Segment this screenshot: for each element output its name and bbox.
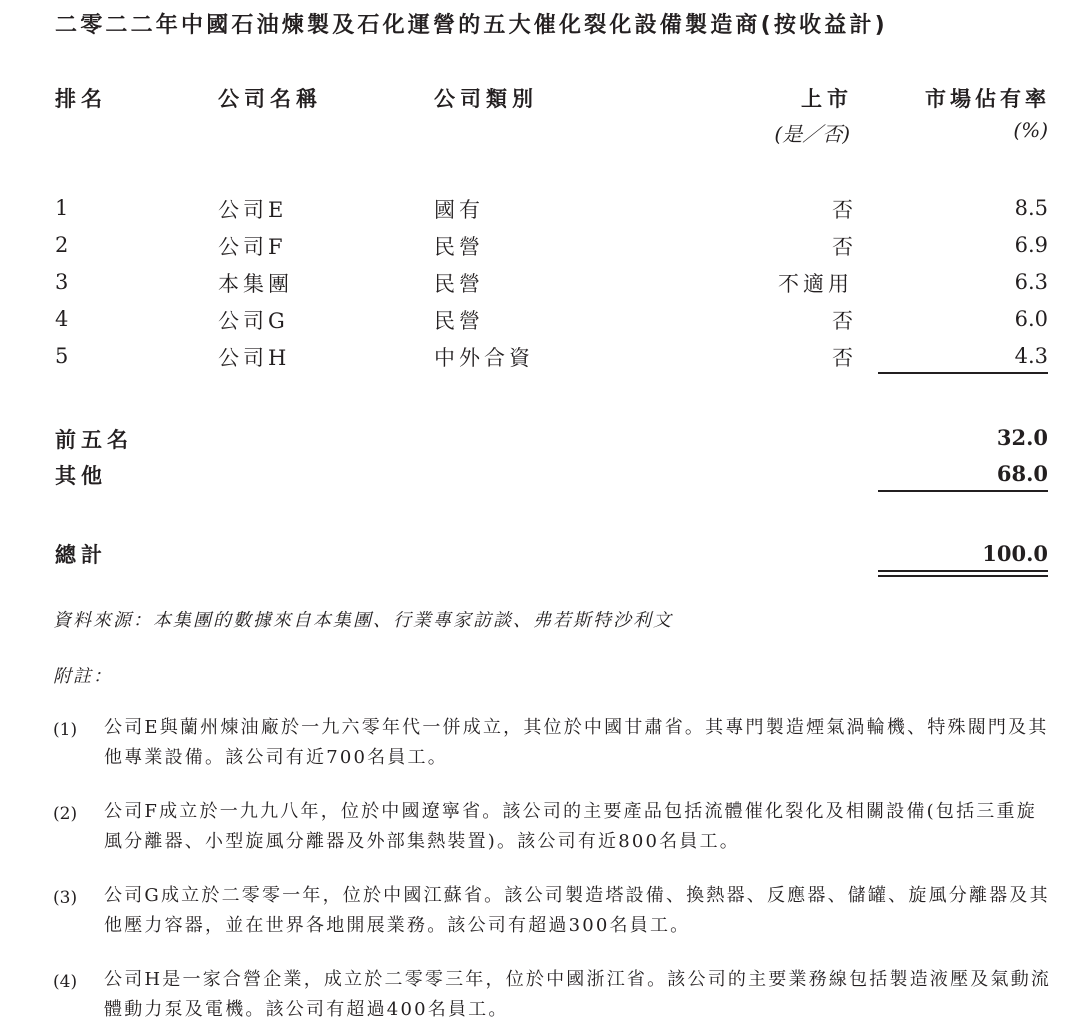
row-rank: 4 — [55, 307, 69, 331]
header-listed-sub: (是／否) — [774, 122, 850, 146]
row-share: 4.3 — [1014, 344, 1048, 368]
subtotal-top5-value: 32.0 — [996, 425, 1048, 450]
row-type: 國有 — [434, 198, 484, 222]
header-share: 市場佔有率 — [925, 87, 1050, 111]
row-company: 公司E — [218, 198, 288, 222]
row-share: 6.9 — [1014, 233, 1048, 257]
row-listed: 不適用 — [778, 272, 853, 296]
row-company: 公司F — [218, 235, 287, 259]
total-double-rule-bottom — [878, 575, 1048, 577]
row-listed: 否 — [832, 235, 853, 259]
note-number: (2) — [53, 804, 78, 824]
row-company: 本集團 — [218, 272, 293, 296]
row-type: 中外合資 — [434, 346, 534, 370]
header-share-sub: (%) — [1013, 118, 1048, 142]
row-type: 民營 — [434, 272, 484, 296]
subtotal-others-value: 68.0 — [996, 461, 1048, 486]
note-text: 公司H是一家合營企業，成立於二零零三年，位於中國浙江省。該公司的主要業務線包括製造液壓及氣動流體動力泵及電機。該公司有超過400名員工。 — [104, 969, 1052, 1020]
header-listed: 上市 — [801, 87, 853, 111]
row-listed: 否 — [832, 346, 853, 370]
subtotal-top5-label: 前五名 — [55, 428, 133, 452]
row-listed: 否 — [832, 309, 853, 333]
total-rule — [878, 490, 1048, 492]
row-share: 6.0 — [1014, 307, 1048, 331]
total-value: 100.0 — [982, 541, 1048, 566]
subtotal-rule — [878, 372, 1048, 374]
source-note: 資料來源：本集團的數據來自本集團、行業專家訪談、弗若斯特沙利文 — [53, 610, 673, 631]
header-company: 公司名稱 — [218, 87, 322, 111]
row-company: 公司H — [218, 346, 291, 370]
note-text: 公司E與蘭州煉油廠於一九六零年代一併成立，其位於中國甘肅省。其專門製造煙氣渦輪機、特殊閥門及其他專業設備。該公司有近700名員工。 — [104, 717, 1049, 768]
row-share: 8.5 — [1014, 196, 1048, 220]
note-number: (1) — [53, 720, 78, 740]
header-type: 公司類別 — [434, 87, 538, 111]
row-type: 民營 — [434, 309, 484, 333]
row-rank: 5 — [55, 344, 69, 368]
row-rank: 2 — [55, 233, 69, 257]
notes-label: 附註： — [53, 666, 113, 687]
note-number: (4) — [53, 972, 78, 992]
subtotal-others-label: 其他 — [55, 464, 107, 488]
total-double-rule-top — [878, 570, 1048, 572]
row-company: 公司G — [218, 309, 289, 333]
row-listed: 否 — [832, 198, 853, 222]
total-label: 總計 — [55, 543, 107, 567]
row-share: 6.3 — [1014, 270, 1048, 294]
page-title: 二零二二年中國石油煉製及石化運營的五大催化裂化設備製造商(按收益計) — [55, 13, 888, 38]
header-rank: 排名 — [55, 87, 107, 111]
note-text: 公司G成立於二零零一年，位於中國江蘇省。該公司製造塔設備、換熱器、反應器、儲罐、旋風分離器及其他壓力容器，並在世界各地開展業務。該公司有超過300名員工。 — [104, 885, 1050, 936]
row-rank: 3 — [55, 270, 69, 294]
row-rank: 1 — [55, 196, 69, 220]
note-number: (3) — [53, 888, 78, 908]
row-type: 民營 — [434, 235, 484, 259]
note-text: 公司F成立於一九九八年，位於中國遼寧省。該公司的主要產品包括流體催化裂化及相關設備(包括三重旋風分離器、小型旋風分離器及外部集熱裝置)。該公司有近800名員工。 — [104, 801, 1037, 852]
